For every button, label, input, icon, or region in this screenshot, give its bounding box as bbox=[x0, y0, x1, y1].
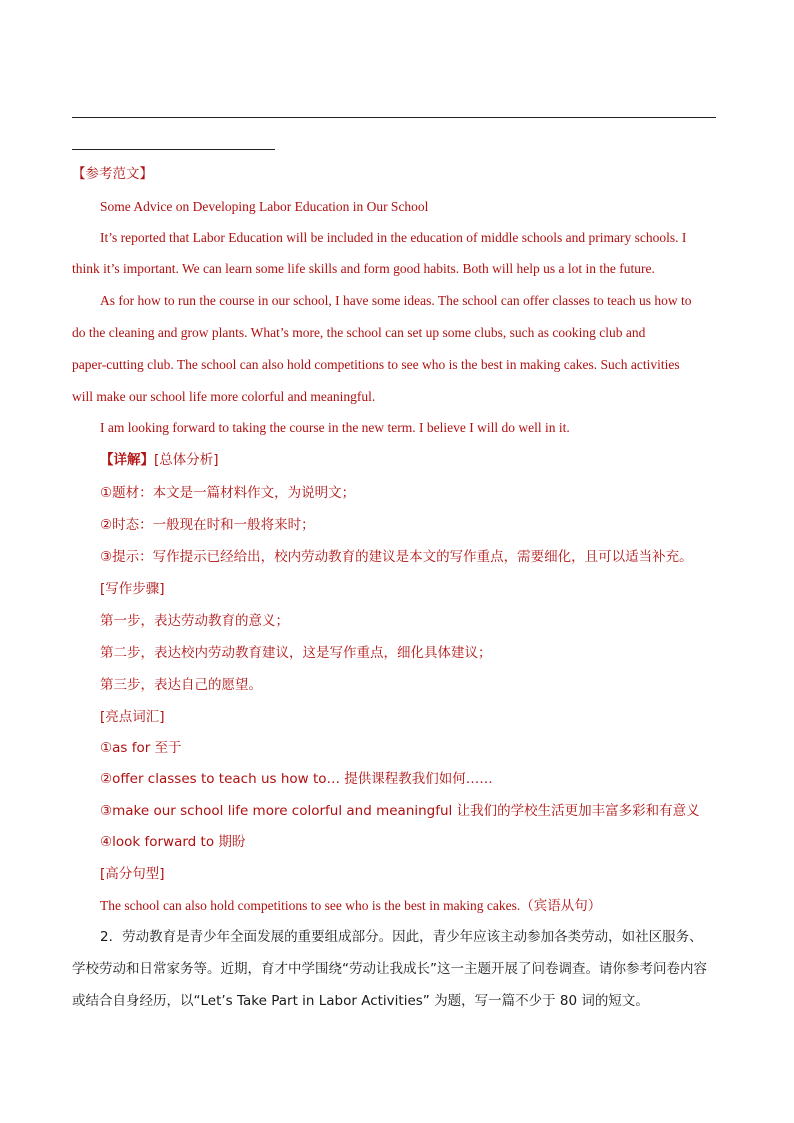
writing-steps-header: [写作步骤] bbox=[100, 581, 165, 597]
analysis-item-3: ③提示：写作提示已经给出，校内劳动教育的建议是本文的写作重点，需要细化，且可以适当补充。 bbox=[100, 549, 693, 565]
overall-analysis-label: [总体分析] bbox=[154, 452, 219, 468]
analysis-item-2: ②时态：一般现在时和一般将来时； bbox=[100, 517, 315, 533]
writing-step-3: 第三步，表达自己的愿望。 bbox=[100, 677, 262, 693]
essay-paragraph-3: I am looking forward to taking the course in the new term. I believe I will do well in it. bbox=[100, 420, 570, 435]
vocab-item-1: ①as for 至于 bbox=[100, 740, 182, 756]
vocab-item-4: ④look forward to 期盼 bbox=[100, 834, 246, 850]
reference-essay-header: 【参考范文】 bbox=[72, 166, 153, 182]
analysis-item-1: ①题材：本文是一篇材料作文，为说明文； bbox=[100, 485, 356, 501]
detail-label: 【详解】 bbox=[100, 452, 154, 468]
essay-paragraph-1-line-2: think it’s important. We can learn some life skills and form good habits. Both will help us a lot in the future. bbox=[72, 261, 655, 276]
vocab-item-3: ③make our school life more colorful and meaningful 让我们的学校生活更加丰富多彩和有意义 bbox=[100, 803, 700, 819]
essay-paragraph-1-line-1: It’s reported that Labor Education will be included in the education of middle schools and primary schools. I bbox=[100, 230, 687, 245]
answer-line-2 bbox=[72, 149, 275, 150]
high-score-sentence: The school can also hold competitions to see who is the best in making cakes.（宾语从句） bbox=[100, 898, 602, 913]
question-2-line-1: 2．劳动教育是青少年全面发展的重要组成部分。因此，青少年应该主动参加各类劳动，如社区服务、 bbox=[100, 929, 703, 945]
essay-title: Some Advice on Developing Labor Education in Our School bbox=[100, 199, 429, 214]
detail-section-header bbox=[100, 451, 219, 469]
question-2-line-2: 学校劳动和日常家务等。近期，育才中学围绕“劳动让我成长”这一主题开展了问卷调查。请你参考问卷内容 bbox=[72, 961, 707, 977]
vocab-item-2: ②offer classes to teach us how to… 提供课程教我们如何…… bbox=[100, 771, 493, 787]
vocab-header: [亮点词汇] bbox=[100, 709, 165, 725]
essay-paragraph-2-line-3: paper-cutting club. The school can also hold competitions to see who is the best in making cakes. Such activities bbox=[72, 357, 680, 372]
answer-line-1 bbox=[72, 117, 716, 118]
essay-paragraph-2-line-4: will make our school life more colorful and meaningful. bbox=[72, 389, 376, 404]
writing-step-1: 第一步，表达劳动教育的意义； bbox=[100, 613, 289, 629]
essay-paragraph-2-line-1: As for how to run the course in our school, I have some ideas. The school can offer classes to teach us how to bbox=[100, 293, 692, 308]
essay-paragraph-2-line-2: do the cleaning and grow plants. What’s more, the school can set up some clubs, such as cooking club and bbox=[72, 325, 646, 340]
writing-step-2: 第二步，表达校内劳动教育建议，这是写作重点，细化具体建议； bbox=[100, 645, 492, 661]
sentence-header: [高分句型] bbox=[100, 866, 165, 882]
question-2-line-3: 或结合自身经历，以“Let’s Take Part in Labor Activities” 为题，写一篇不少于 80 词的短文。 bbox=[72, 993, 649, 1009]
